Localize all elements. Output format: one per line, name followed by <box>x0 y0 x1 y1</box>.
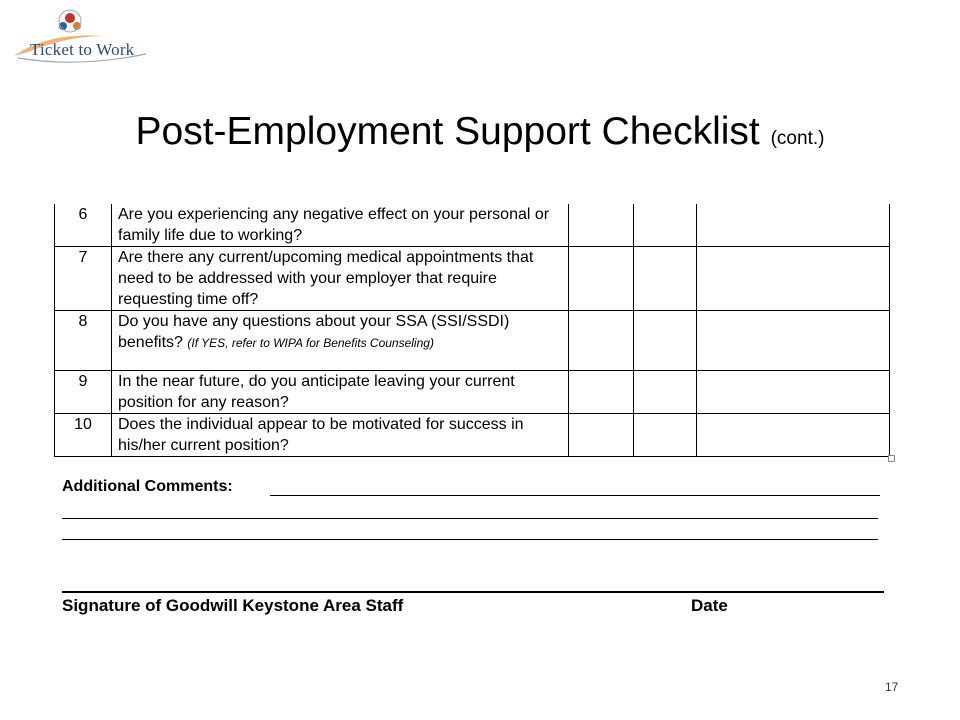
row-question <box>112 414 569 457</box>
answer-cell[interactable] <box>569 311 634 371</box>
page-title-main: Post-Employment Support Checklist <box>135 110 760 153</box>
answer-cell[interactable] <box>697 311 890 371</box>
signature-line[interactable] <box>62 591 884 593</box>
answer-cell[interactable] <box>634 414 697 457</box>
checklist-table <box>54 204 890 457</box>
answer-cell[interactable] <box>569 247 634 311</box>
table-resize-handle[interactable] <box>888 455 895 462</box>
table-row <box>55 204 890 247</box>
answer-cell[interactable] <box>569 371 634 414</box>
question-text: Do you have any questions about your SSA (SSI/SSDI) benefits? <box>118 313 510 351</box>
comment-line[interactable] <box>62 518 878 519</box>
answer-cell[interactable] <box>569 414 634 457</box>
row-number: 8 <box>55 311 112 371</box>
table-row <box>55 371 890 414</box>
question-text: In the near future, do you anticipate leaving your current position for any reason? <box>118 373 515 411</box>
answer-cell[interactable] <box>569 204 634 247</box>
comment-line[interactable] <box>62 539 878 540</box>
date-label: Date <box>691 596 728 615</box>
ticket-to-work-logo <box>8 6 158 70</box>
row-number: 7 <box>55 247 112 311</box>
question-text: Does the individual appear to be motivated for success in his/her current position? <box>118 416 524 454</box>
table-row <box>55 311 890 371</box>
answer-cell[interactable] <box>634 204 697 247</box>
logo-text: Ticket to Work <box>30 40 135 59</box>
table-row <box>55 247 890 311</box>
comment-line[interactable] <box>270 495 880 496</box>
answer-cell[interactable] <box>634 371 697 414</box>
row-number: 9 <box>55 371 112 414</box>
logo-emblem-icon <box>8 6 158 70</box>
row-question <box>112 204 569 247</box>
answer-cell[interactable] <box>697 371 890 414</box>
answer-cell[interactable] <box>697 414 890 457</box>
additional-comments-label: Additional Comments: <box>62 478 233 495</box>
page-title-suffix: (cont.) <box>770 128 825 149</box>
page-number: 17 <box>885 680 899 694</box>
row-question <box>112 371 569 414</box>
answer-cell[interactable] <box>634 311 697 371</box>
answer-cell[interactable] <box>697 247 890 311</box>
table-row <box>55 414 890 457</box>
signature-label: Signature of Goodwill Keystone Area Staff <box>62 596 404 615</box>
row-question <box>112 247 569 311</box>
question-note: (If YES, refer to WIPA for Benefits Counseling) <box>187 336 434 350</box>
question-text: Are there any current/upcoming medical appointments that need to be addressed with your employer that require requesting time off? <box>118 249 534 308</box>
answer-cell[interactable] <box>634 247 697 311</box>
question-text: Are you experiencing any negative effect on your personal or family life due to working? <box>118 206 550 244</box>
row-number: 10 <box>55 414 112 457</box>
page-title <box>0 110 960 154</box>
row-question <box>112 311 569 371</box>
answer-cell[interactable] <box>697 204 890 247</box>
row-number: 6 <box>55 204 112 247</box>
